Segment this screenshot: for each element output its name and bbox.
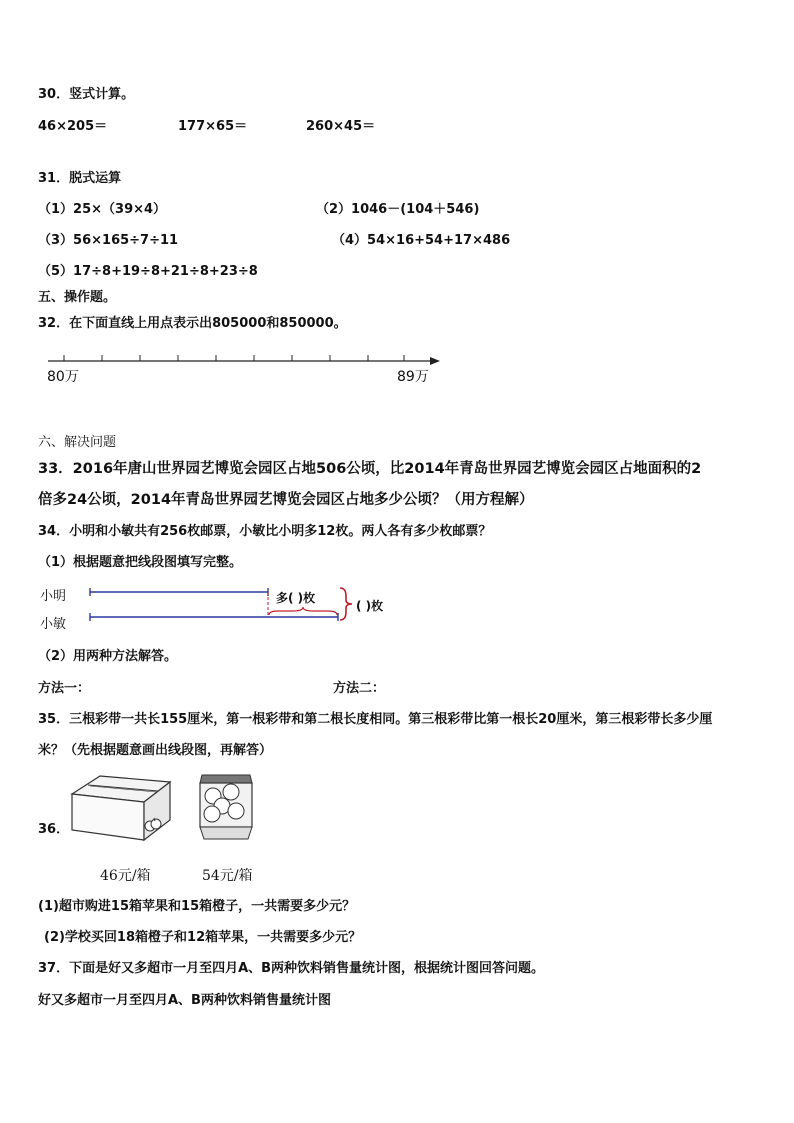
apple-price: 46元/箱 (100, 868, 151, 884)
q34-sub-2: （2）用两种方法解答。 (38, 649, 178, 664)
orange-icon (228, 803, 244, 819)
q35-line-2: 米？（先根据题意画出线段图，再解答） (38, 743, 273, 758)
method-1-label: 方法一： (38, 681, 91, 696)
q33-line-1: 33．2016年唐山世界园艺博览会园区占地506公顷，比2014年青岛世界园艺博览会园区占地面积的2 (38, 461, 702, 477)
q36-number: 36． (38, 822, 70, 837)
q30-item-1: 46×205＝ (38, 119, 108, 134)
method-2-label: 方法二： (333, 681, 386, 696)
q31-item-2: （2）1046－(104＋546) (316, 202, 480, 217)
q34-sub-1: （1）根据题意把线段图填写完整。 (38, 555, 243, 570)
q37-title: 37．下面是好又多超市一月至四月A、B两种饮料销售量统计图，根据统计图回答问题。 (38, 961, 545, 976)
number-line (40, 348, 450, 388)
number-line-start-label: 80万 (47, 369, 79, 385)
q36-sub-2: (2)学校买回18箱橙子和12箱苹果，一共需要多少元？ (44, 930, 362, 945)
section-6-heading: 六、解决问题 (38, 435, 117, 450)
q30-item-3: 260×45＝ (306, 119, 376, 134)
number-line-arrow (430, 357, 440, 365)
q36-sub-1: (1)超市购进15箱苹果和15箱橙子，一共需要多少元？ (38, 899, 356, 914)
segment-label-xiaoming: 小明 (40, 589, 67, 604)
q31-title: 31．脱式运算 (38, 171, 122, 186)
orange-icon (223, 784, 239, 800)
q31-item-1: （1）25×（39×4） (38, 202, 167, 217)
q30-item-2: 177×65＝ (178, 119, 248, 134)
number-line-ticks (64, 355, 404, 361)
difference-brace (269, 607, 337, 615)
orange-icon (204, 806, 220, 822)
q32-title: 32．在下面直线上用点表示出805000和850000。 (38, 316, 347, 331)
q34-title: 34．小明和小敏共有256枚邮票，小敏比小明多12枚。两人各有多少枚邮票？ (38, 524, 492, 539)
apple-icon (151, 819, 161, 829)
q35-line-1: 35．三根彩带一共长155厘米，第一根彩带和第二根长度相同。第三根彩带比第一根长20厘米，第三根彩带长多少厘 (38, 712, 713, 727)
difference-answer-blank[interactable]: 多( )枚 (276, 591, 316, 605)
q31-item-5: （5）17÷8+19÷8+21÷8+23÷8 (38, 264, 258, 279)
segment-diagram (88, 584, 368, 624)
total-brace (340, 588, 352, 620)
q31-item-4: （4）54×16+54+17×486 (332, 233, 511, 248)
apple-box-image (70, 774, 172, 844)
orange-box-image (196, 773, 256, 843)
q37-chart-caption: 好又多超市一月至四月A、B两种饮料销售量统计图 (38, 993, 331, 1008)
total-answer-blank[interactable]: ( )枚 (356, 599, 384, 613)
q31-item-3: （3）56×165÷7÷11 (38, 233, 179, 248)
number-line-end-label: 89万 (397, 369, 429, 385)
q33-line-2: 倍多24公顷，2014年青岛世界园艺博览会园区占地多少公顷？（用方程解） (38, 492, 534, 508)
q30-title: 30．竖式计算。 (38, 87, 135, 102)
segment-label-xiaomin: 小敏 (40, 617, 67, 632)
orange-price: 54元/箱 (202, 868, 253, 884)
section-5-heading: 五、操作题。 (38, 290, 117, 305)
